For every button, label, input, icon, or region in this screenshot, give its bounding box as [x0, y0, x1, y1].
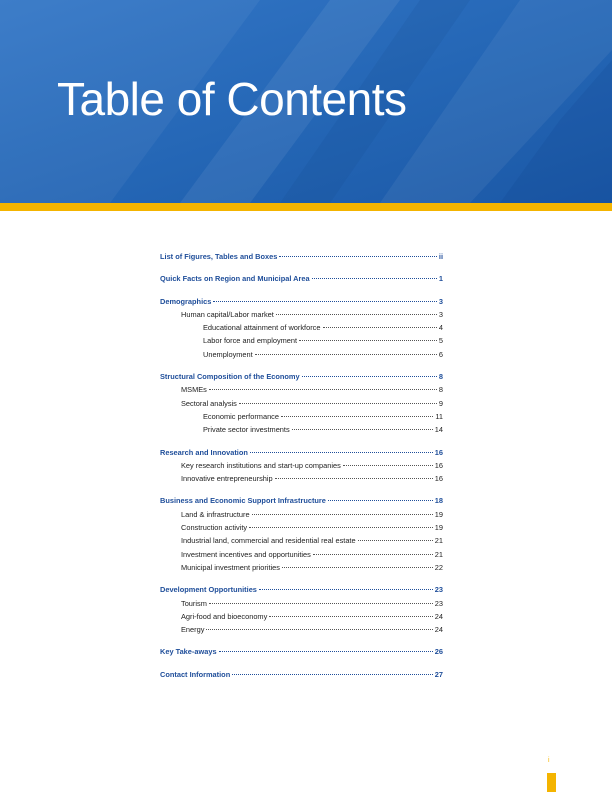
toc-subsection-entry[interactable]: [160, 548, 443, 561]
toc-subsection-entry[interactable]: [160, 521, 443, 534]
toc-subsection-entry[interactable]: [160, 423, 443, 436]
toc-section-entry[interactable]: [160, 250, 443, 263]
toc-dot-leader: [259, 589, 433, 590]
toc-entry-label: Innovative entrepreneurship: [181, 474, 273, 484]
toc-entry-page: 11: [435, 411, 443, 421]
toc-section-entry[interactable]: [160, 583, 443, 596]
toc-entry-page: 21: [434, 549, 443, 559]
toc-dot-leader: [292, 429, 433, 430]
toc-dot-leader: [276, 314, 437, 315]
toc-entry-label: Unemployment: [203, 349, 253, 359]
toc-entry-label: Labor force and employment: [203, 336, 298, 346]
toc-dot-leader: [209, 603, 433, 604]
toc-entry-page: 23: [434, 598, 443, 608]
toc-subsection-entry[interactable]: [160, 597, 443, 610]
toc-entry-page: 23: [434, 585, 443, 595]
toc-dot-leader: [255, 354, 437, 355]
toc-subsection-entry[interactable]: [160, 561, 443, 574]
toc-dot-leader: [313, 554, 433, 555]
toc-section-entry[interactable]: [160, 446, 443, 459]
toc-subsection-entry[interactable]: [160, 623, 443, 636]
toc-entry-page: 24: [434, 611, 443, 621]
toc-entry-label: Energy: [181, 625, 205, 635]
toc-dot-leader: [343, 465, 433, 466]
toc-dot-leader: [279, 256, 437, 257]
toc-entry-page: 22: [434, 562, 443, 572]
page-number: i: [548, 757, 550, 764]
toc-section-entry[interactable]: [160, 370, 443, 383]
toc-subsection-entry[interactable]: [160, 348, 443, 361]
toc-subsection-entry[interactable]: [160, 534, 443, 547]
toc-entry-label: Sectoral analysis: [181, 398, 237, 408]
toc-entry-label: Industrial land, commercial and residential real estate: [181, 536, 356, 546]
toc-subsection-entry[interactable]: [160, 308, 443, 321]
toc-entry-page: 26: [434, 647, 443, 657]
toc-dot-leader: [232, 674, 433, 675]
toc-entry-label: Demographics: [160, 296, 212, 306]
toc-entry-page: 16: [434, 460, 443, 470]
toc-entry-page: 16: [434, 474, 443, 484]
toc-entry-page: 4: [438, 323, 443, 333]
toc-section-entry[interactable]: [160, 295, 443, 308]
toc-dot-leader: [219, 651, 433, 652]
toc-entry-label: Development Opportunities: [160, 585, 257, 595]
page-title: Table of Contents: [57, 73, 407, 125]
toc-entry-page: 18: [434, 496, 443, 506]
toc-entry-label: Municipal investment priorities: [181, 562, 280, 572]
toc-dot-leader: [302, 376, 437, 377]
toc-entry-page: 1: [438, 274, 443, 284]
toc-dot-leader: [281, 416, 433, 417]
accent-stripe: [0, 203, 612, 211]
toc-entry-page: 8: [438, 385, 443, 395]
toc-subsection-entry[interactable]: [160, 334, 443, 347]
toc-entry-page: 8: [438, 372, 443, 382]
toc-entry-label: Key Take-aways: [160, 647, 217, 657]
toc-entry-label: Economic performance: [203, 411, 279, 421]
toc-entry-page: 6: [438, 349, 443, 359]
toc-section-entry[interactable]: [160, 645, 443, 658]
toc-dot-leader: [209, 389, 437, 390]
toc-subsection-entry[interactable]: [160, 321, 443, 334]
toc-entry-page: 24: [434, 625, 443, 635]
toc-entry-label: Agri-food and bioeconomy: [181, 611, 268, 621]
toc-entry-page: 27: [434, 669, 443, 679]
page-tab-marker: [547, 773, 556, 792]
toc-dot-leader: [239, 403, 437, 404]
toc-entry-label: Structural Composition of the Economy: [160, 372, 300, 382]
toc-dot-leader: [250, 452, 433, 453]
toc-entry-page: 19: [434, 509, 443, 519]
toc-entry-label: MSMEs: [181, 385, 207, 395]
toc-dot-leader: [275, 478, 433, 479]
toc-entry-label: Research and Innovation: [160, 447, 248, 457]
toc-entry-label: Private sector investments: [203, 425, 290, 435]
toc-subsection-entry[interactable]: [160, 508, 443, 521]
toc-entry-page: 3: [438, 296, 443, 306]
toc-entry-page: 3: [438, 309, 443, 319]
toc-section-entry[interactable]: [160, 494, 443, 507]
toc-subsection-entry[interactable]: [160, 472, 443, 485]
toc-section-entry[interactable]: [160, 272, 443, 285]
toc-entry-page: ii: [438, 252, 443, 261]
toc-subsection-entry[interactable]: [160, 397, 443, 410]
toc-dot-leader: [252, 514, 433, 515]
toc-dot-leader: [206, 629, 432, 630]
toc-dot-leader: [328, 500, 433, 501]
toc-dot-leader: [358, 540, 433, 541]
toc-entry-page: 16: [434, 447, 443, 457]
toc-dot-leader: [323, 327, 437, 328]
toc-entry-label: Business and Economic Support Infrastructure: [160, 496, 326, 506]
toc-entry-label: Quick Facts on Region and Municipal Area: [160, 274, 310, 284]
toc-entry-page: 9: [438, 398, 443, 408]
toc-dot-leader: [249, 527, 433, 528]
table-of-contents: [160, 250, 443, 681]
toc-dot-leader: [213, 301, 437, 302]
toc-entry-label: Key research institutions and start-up companies: [181, 460, 341, 470]
toc-entry-label: Land & infrastructure: [181, 509, 250, 519]
toc-entry-label: Tourism: [181, 598, 207, 608]
toc-entry-page: 19: [434, 523, 443, 533]
toc-entry-page: 5: [438, 336, 443, 346]
toc-dot-leader: [269, 616, 432, 617]
toc-subsection-entry[interactable]: [160, 410, 443, 423]
toc-subsection-entry[interactable]: [160, 459, 443, 472]
toc-dot-leader: [282, 567, 433, 568]
toc-section-entry[interactable]: [160, 668, 443, 681]
toc-entry-label: Investment incentives and opportunities: [181, 549, 311, 559]
toc-entry-label: Contact Information: [160, 669, 231, 679]
toc-entry-label: Educational attainment of workforce: [203, 323, 321, 333]
toc-entry-label: Human capital/Labor market: [181, 309, 274, 319]
toc-dot-leader: [299, 340, 437, 341]
toc-entry-label: Construction activity: [181, 523, 248, 533]
toc-entry-page: 21: [434, 536, 443, 546]
toc-entry-label: List of Figures, Tables and Boxes: [160, 252, 278, 261]
toc-entry-page: 14: [434, 425, 443, 435]
toc-subsection-entry[interactable]: [160, 610, 443, 623]
toc-dot-leader: [312, 278, 437, 279]
toc-subsection-entry[interactable]: [160, 383, 443, 396]
